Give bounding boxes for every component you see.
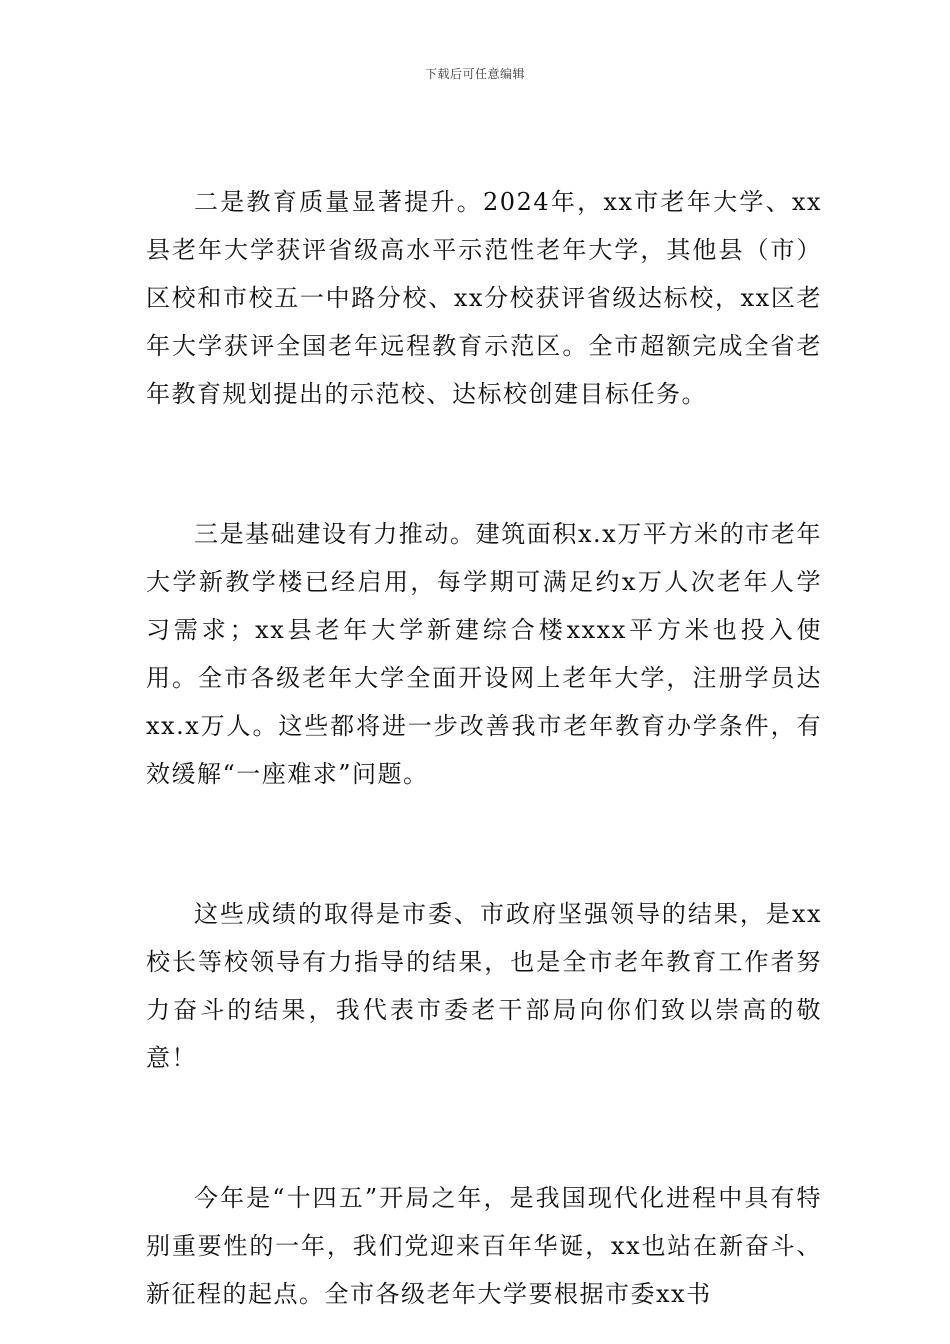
paragraph-infrastructure: 三是基础建设有力推动。建筑面积x.x万平方米的市老年大学新教学楼已经启用，每学期可满足约x万人次老年人学习需求；xx县老年大学新建综合楼xxxx平方米也投入使用。全市各级老年大学全面开设网上老年大学，注册学员达xx.x万人。这些都将进一步改善我市老年教育办学条件，有效缓解“一座难求”问题。 [146,520,822,788]
paragraph-this-year: 今年是“十四五”开局之年，是我国现代化进程中具有特别重要性的一年，我们党迎来百年华诞，xx也站在新奋斗、新征程的起点。全市各级老年大学要根据市委xx书 [146,1184,822,1308]
paragraph-education-quality: 二是教育质量显著提升。2024年，xx市老年大学、xx县老年大学获评省级高水平示范性老年大学，其他县（市）区校和市校五一中路分校、xx分校获评省级达标校，xx区老年大学获评全国老年远程教育示范区。全市超额完成全省老年教育规划提出的示范校、达标校创建目标任务。 [146,188,822,408]
page-header-note: 下载后可任意编辑 [424,67,525,81]
paragraph-acknowledgement: 这些成绩的取得是市委、市政府坚强领导的结果，是xx校长等校领导有力指导的结果，也是全市老年教育工作者努力奋斗的结果，我代表市委老干部局向你们致以崇高的敬意！ [146,900,822,1072]
document-body [146,178,822,1318]
